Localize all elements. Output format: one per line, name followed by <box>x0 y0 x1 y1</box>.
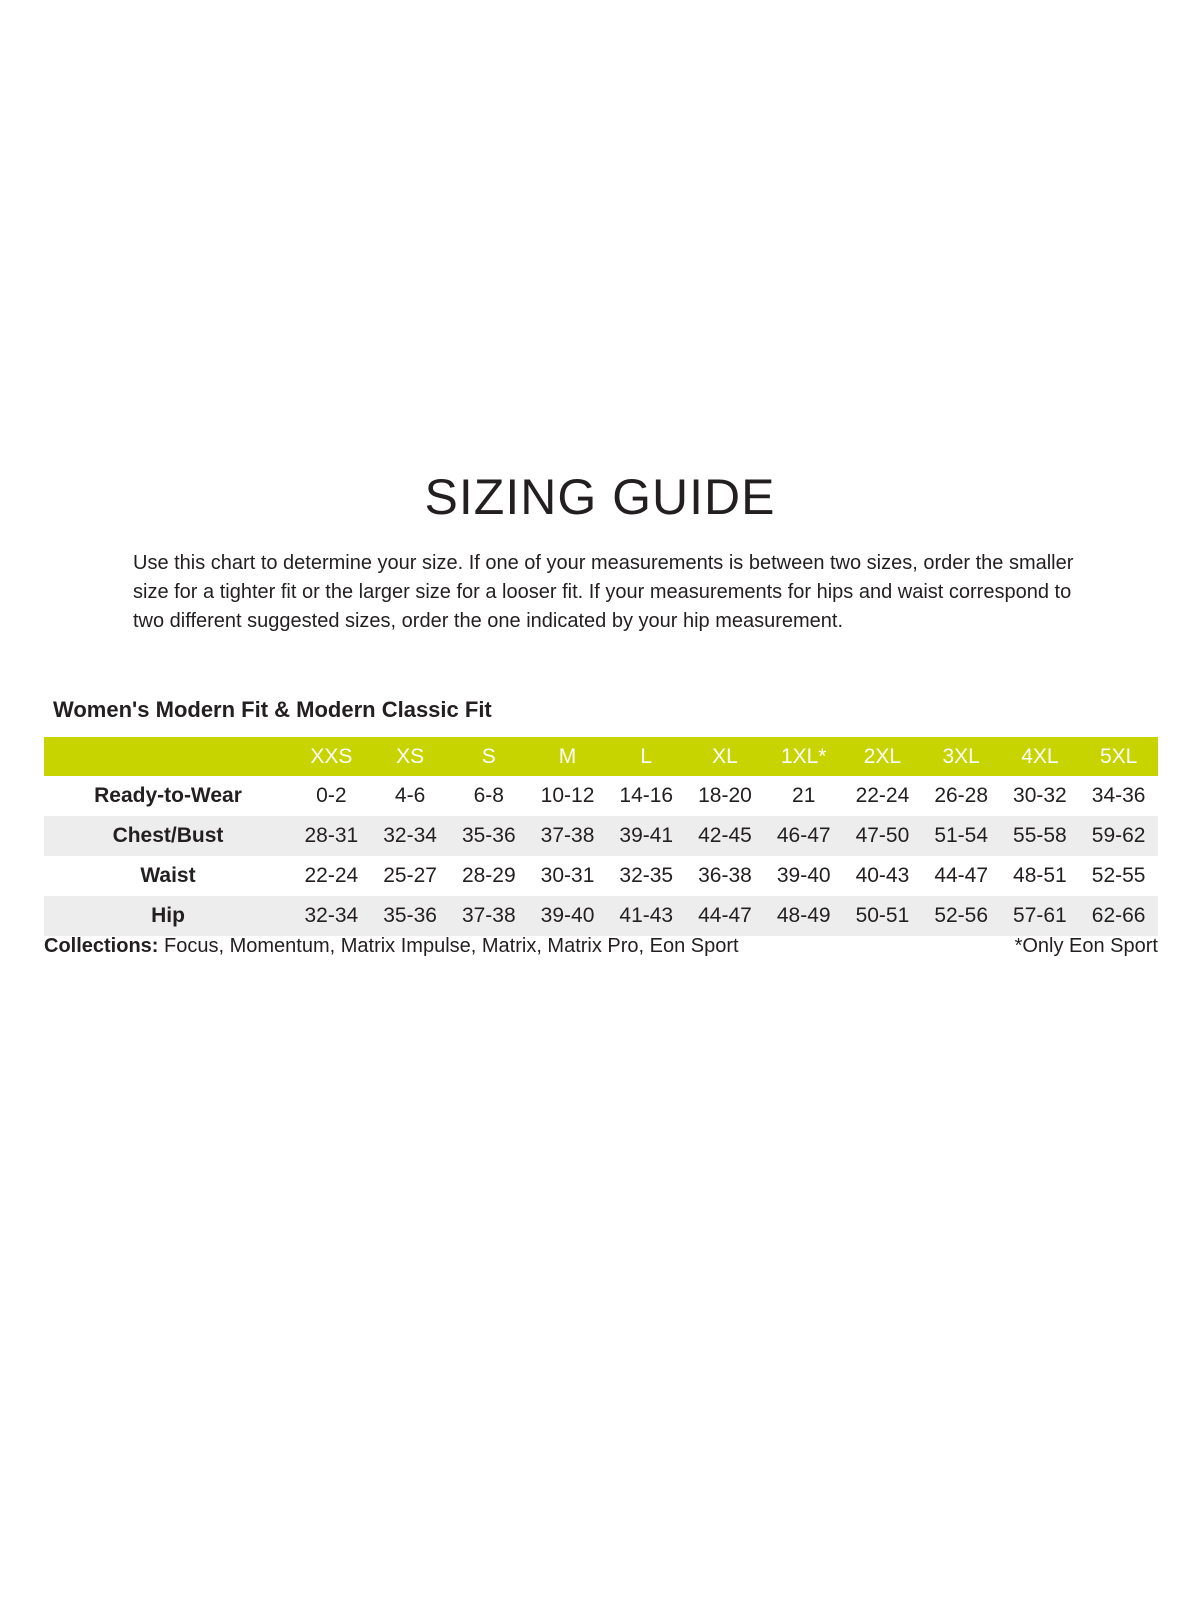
size-cell: 30-31 <box>540 864 595 887</box>
size-col-header-l: L <box>640 744 653 768</box>
size-cell: 52-56 <box>934 904 989 927</box>
size-cell: 28-29 <box>461 864 516 887</box>
row-label: Ready-to-Wear <box>94 784 242 807</box>
size-col-header-3xl: 3XL <box>942 744 980 768</box>
collections-list: Focus, Momentum, Matrix Impulse, Matrix, Matrix Pro, Eon Sport <box>158 935 739 957</box>
table-section-title: Women's Modern Fit & Modern Classic Fit <box>53 697 492 722</box>
size-cell: 32-34 <box>304 904 359 927</box>
footnote: *Only Eon Sport <box>1014 935 1158 957</box>
size-table <box>44 737 1158 936</box>
size-cell: 55-58 <box>1013 824 1067 847</box>
size-cell: 25-27 <box>383 864 437 887</box>
size-cell: 32-35 <box>619 864 674 887</box>
size-cell: 57-61 <box>1013 904 1067 927</box>
size-cell: 48-49 <box>776 904 831 927</box>
size-table-header-row <box>44 737 1158 776</box>
size-col-header-5xl: 5XL <box>1099 744 1138 768</box>
size-cell: 59-62 <box>1091 824 1146 847</box>
collections-text <box>44 933 739 959</box>
table-row-hip <box>44 896 1158 936</box>
size-cell: 37-38 <box>540 824 595 847</box>
intro-paragraph: Use this chart to determine your size. If one of your measurements is between two sizes, order the smaller size for a tighter fit or the larger size for a looser fit. If your measurements for hips and waist correspond to two different suggested sizes, order the one indicated by your hip measurement. <box>133 552 1074 632</box>
size-col-header-m: M <box>558 744 577 768</box>
size-cell: 48-51 <box>1013 864 1067 887</box>
page-title: SIZING GUIDE <box>424 469 776 525</box>
row-label: Waist <box>140 864 196 887</box>
size-cell: 40-43 <box>855 864 910 887</box>
size-cell: 36-38 <box>698 864 752 887</box>
size-cell: 39-40 <box>776 864 831 887</box>
size-cell: 41-43 <box>619 904 674 927</box>
size-cell: 37-38 <box>461 904 516 927</box>
row-label: Hip <box>151 904 185 927</box>
size-cell: 22-24 <box>304 864 359 887</box>
table-row-waist <box>44 856 1158 896</box>
size-cell: 46-47 <box>776 824 831 847</box>
size-cell: 52-55 <box>1091 864 1146 887</box>
size-col-header-xs: XS <box>396 744 425 768</box>
row-label: Chest/Bust <box>112 824 224 847</box>
size-cell: 0-2 <box>316 784 347 807</box>
size-cell: 44-47 <box>698 904 752 927</box>
size-col-header-2xl: 2XL <box>863 744 902 768</box>
size-cell: 34-36 <box>1091 784 1146 807</box>
table-footer <box>44 933 1158 959</box>
size-cell: 51-54 <box>934 824 989 847</box>
size-cell: 39-41 <box>619 824 674 847</box>
table-row-chest-bust <box>44 816 1158 856</box>
table-row-ready-to-wear <box>44 776 1158 816</box>
size-cell: 4-6 <box>394 784 426 807</box>
size-cell: 21 <box>792 784 816 807</box>
size-col-header-xl: XL <box>712 744 738 768</box>
size-cell: 26-28 <box>934 784 989 807</box>
size-cell: 42-45 <box>698 824 752 847</box>
size-cell: 32-34 <box>383 824 437 847</box>
size-cell: 44-47 <box>934 864 989 887</box>
size-cell: 18-20 <box>698 784 752 807</box>
size-col-header-xxs: XXS <box>310 744 353 768</box>
size-cell: 10-12 <box>540 784 595 807</box>
size-cell: 50-51 <box>855 904 910 927</box>
size-col-header-1xl: 1XL* <box>780 744 827 768</box>
size-col-header-4xl: 4XL <box>1021 744 1059 768</box>
size-cell: 35-36 <box>461 824 516 847</box>
size-cell: 22-24 <box>855 784 910 807</box>
size-cell: 47-50 <box>855 824 910 847</box>
size-cell: 6-8 <box>473 784 504 807</box>
collections-label: Collections: <box>44 935 159 957</box>
size-cell: 28-31 <box>304 824 359 847</box>
size-col-header-s: S <box>481 744 496 768</box>
size-cell: 35-36 <box>383 904 437 927</box>
size-cell: 30-32 <box>1013 784 1067 807</box>
size-cell: 39-40 <box>540 904 595 927</box>
size-cell: 62-66 <box>1091 904 1146 927</box>
size-cell: 14-16 <box>619 784 674 807</box>
